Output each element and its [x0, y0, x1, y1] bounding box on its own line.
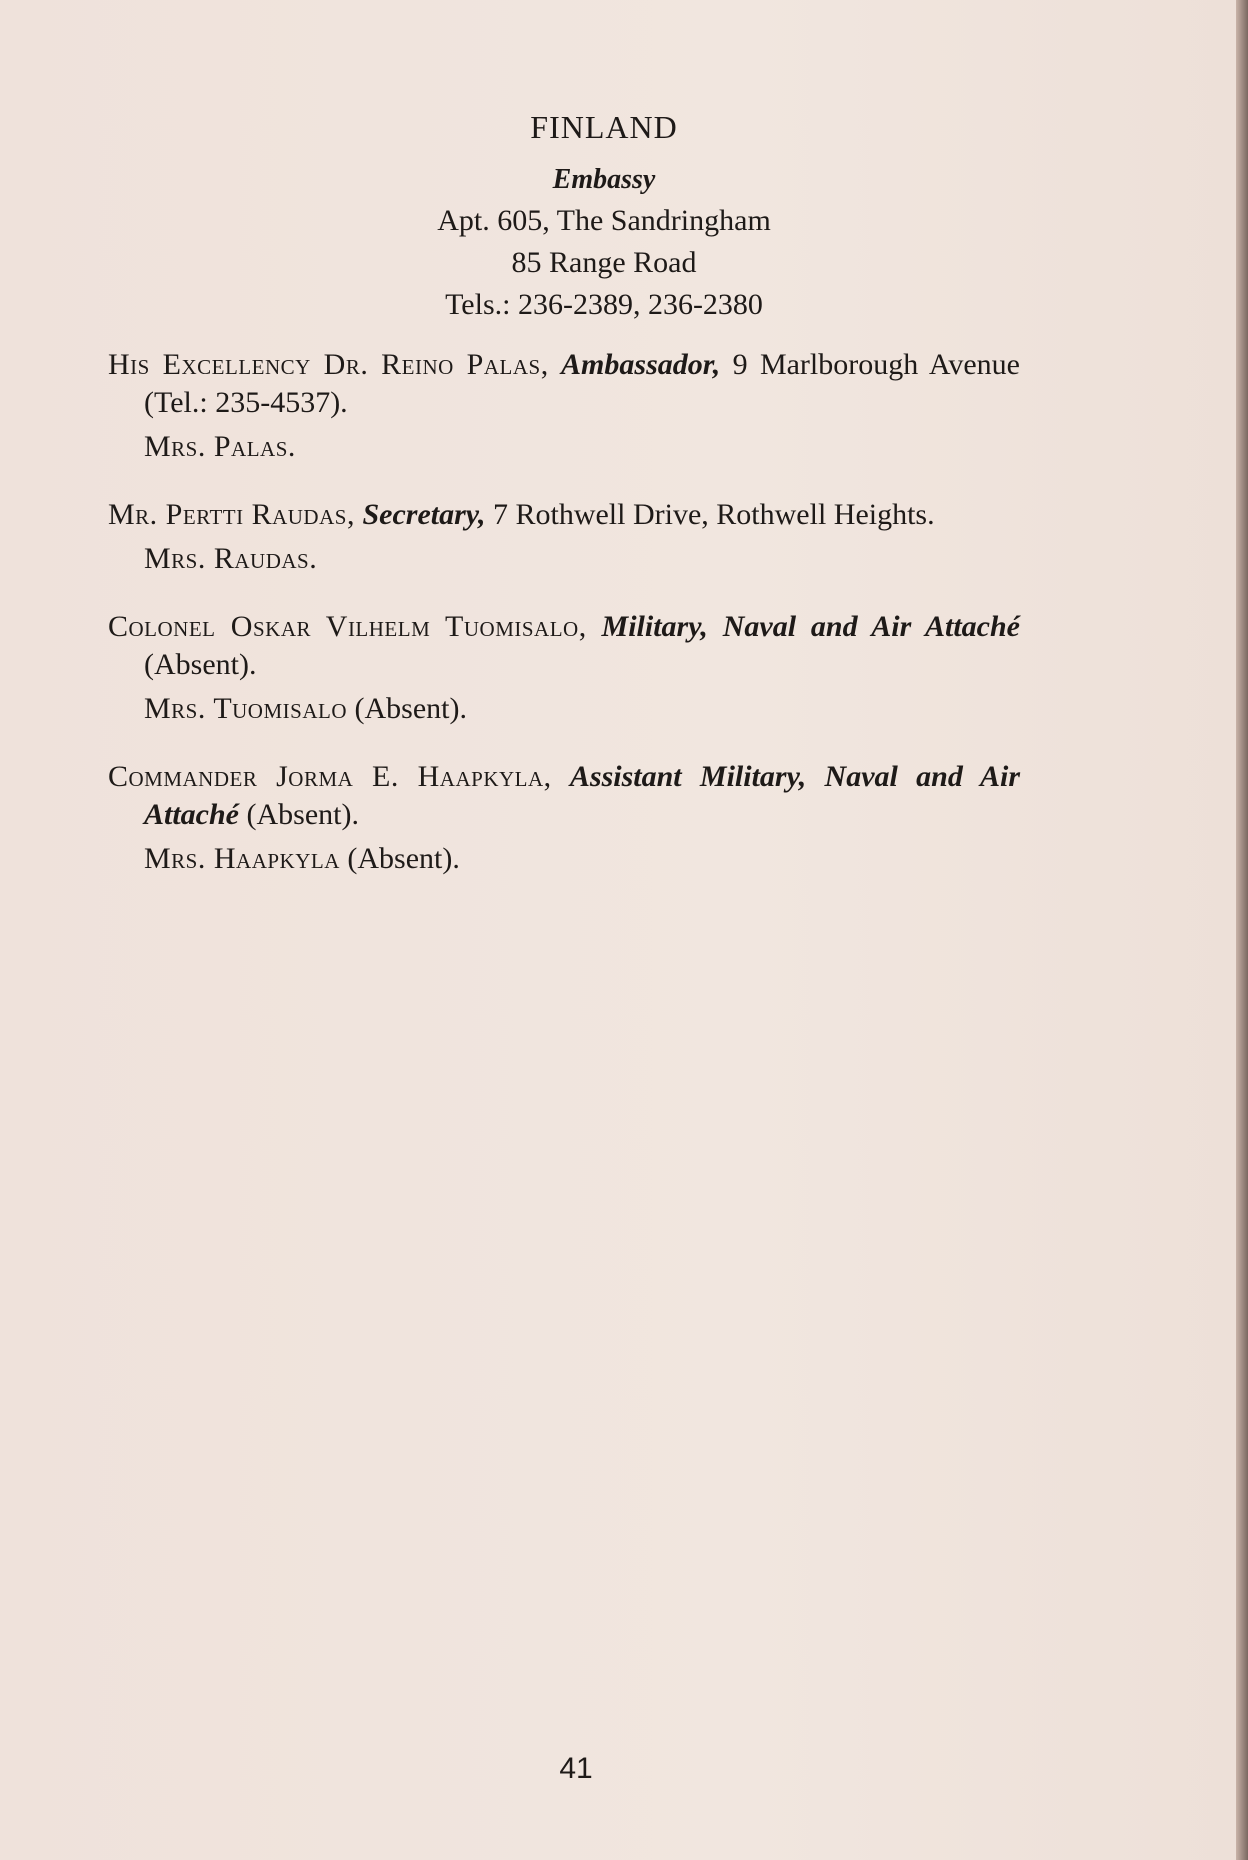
staff-role: Ambassador, [561, 348, 721, 382]
staff-details: 9 Marlborough Avenue (Tel.: 235-4537). [144, 348, 1020, 420]
staff-entry [108, 758, 1020, 878]
staff-details: (Absent). [239, 798, 359, 832]
embassy-label: Embassy [552, 164, 656, 196]
staff-entry-main [108, 346, 1020, 422]
spouse-name: Mrs. Raudas. [144, 542, 318, 576]
staff-entry-main [108, 758, 1020, 834]
staff-name: Mr. Pertti Raudas, [108, 498, 355, 532]
staff-entry-main [108, 608, 1020, 684]
staff-entry [108, 496, 1020, 578]
spouse-name: Mrs. Palas. [144, 430, 296, 464]
spouse-line [108, 428, 1020, 466]
spouse-details: (Absent). [339, 842, 460, 876]
spouse-name: Mrs. Haapkyla [144, 842, 340, 876]
spouse-line [108, 540, 1020, 578]
staff-entry-main [108, 496, 1020, 534]
staff-details: (Absent). [144, 648, 257, 682]
spouse-details: (Absent). [346, 692, 467, 726]
staff-name: Colonel Oskar Vilhelm Tuomisalo, [108, 610, 587, 644]
embassy-phone-line: Tels.: 236-2389, 236-2380 [445, 288, 763, 322]
spouse-line [108, 840, 1020, 878]
staff-name: Commander Jorma E. Haapkyla, [108, 760, 552, 794]
staff-entry [108, 346, 1020, 466]
page-number: 41 [559, 1752, 593, 1785]
staff-list [108, 346, 1020, 878]
embassy-address-line: Apt. 605, The Sandringham [437, 204, 771, 238]
page-edge-shadow [1236, 0, 1248, 1860]
spouse-line [108, 690, 1020, 728]
staff-entry [108, 608, 1020, 728]
staff-role: Assistant Military, Naval and Air Attaché [144, 760, 1020, 832]
staff-details: 7 Rothwell Drive, Rothwell Heights. [485, 498, 935, 532]
embassy-address-line: 85 Range Road [511, 246, 697, 280]
staff-name: His Excellency Dr. Reino Palas, [108, 348, 549, 382]
staff-role: Secretary, [362, 498, 486, 532]
country-heading: FINLAND [530, 109, 678, 145]
staff-role: Military, Naval and Air Attaché [601, 610, 1020, 644]
page-content [108, 108, 1020, 908]
spouse-name: Mrs. Tuomisalo [144, 692, 347, 726]
